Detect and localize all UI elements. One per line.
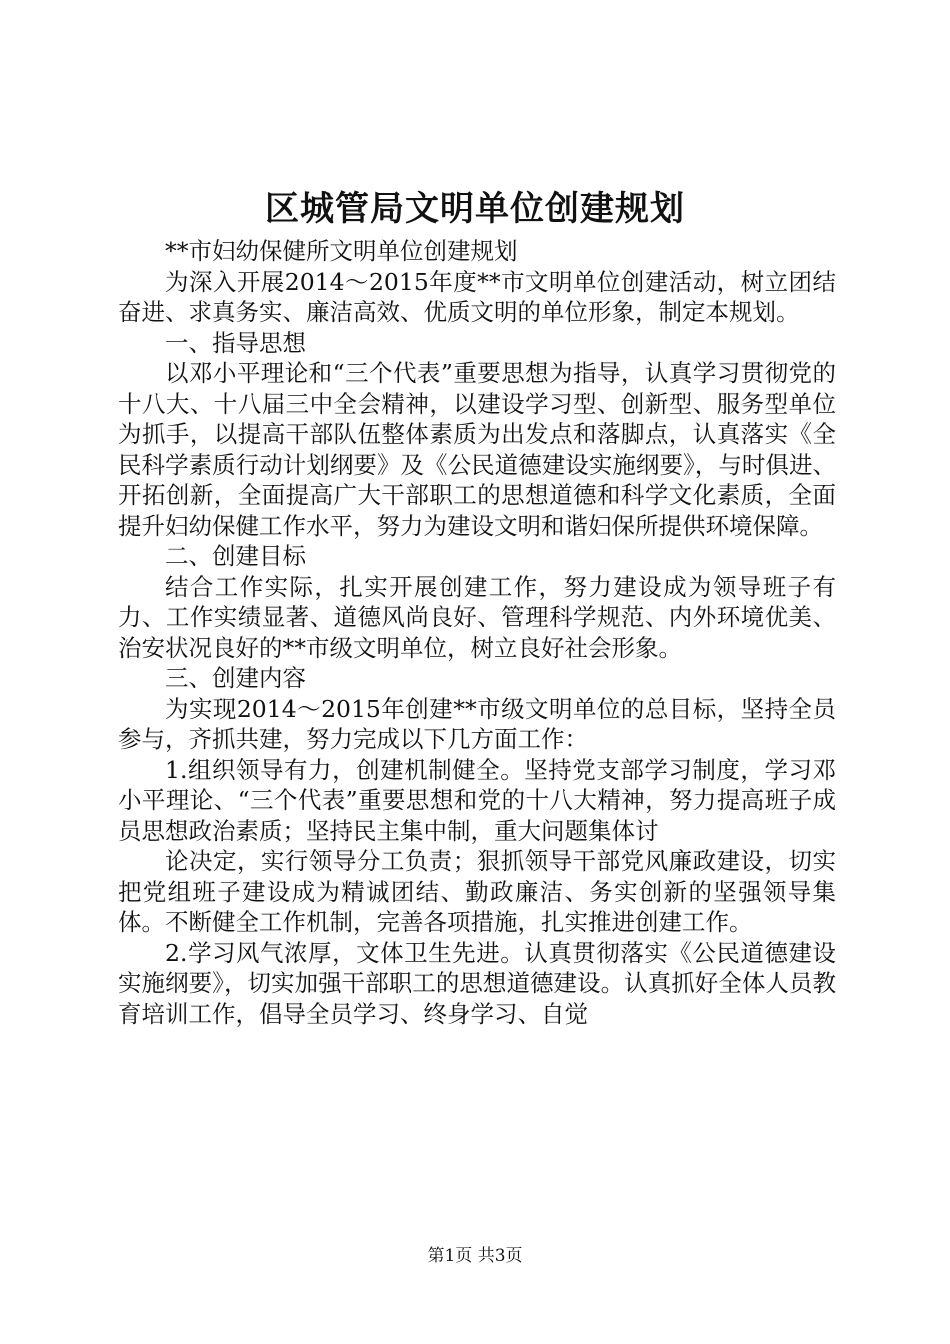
guiding-thought-paragraph: 以邓小平理论和“三个代表”重要思想为指导，认真学习贯彻党的十八大、十八届三中全会精神，以建设学习型、创新型、服务型单位为抓手，以提高干部队伍整体素质为出发点和落脚点，认真落实《全民科学素质行动计划纲要》及《公民道德建设实施纲要》，与时俱进、开拓创新，全面提高广大干部职工的思想道德和科学文化素质，全面提升妇幼保健工作水平，努力为建设文明和谐妇保所提供环境保障。 — [118, 359, 836, 540]
content-item-1-paragraph: 1.组织领导有力，创建机制健全。坚持党支部学习制度，学习邓小平理论、“三个代表”重要思想和党的十八大精神，努力提高班子成员思想政治素质；坚持民主集中制，重大问题集体讨 — [118, 755, 836, 845]
page-number-footer: 第1页 共3页 — [427, 1246, 523, 1266]
subtitle-paragraph: **市妇幼保健所文明单位创建规划 — [165, 237, 518, 265]
intro-paragraph: 为深入开展2014～2015年度**市文明单位创建活动，树立团结奋进、求真务实、廉洁高效、优质文明的单位形象，制定本规划。 — [118, 267, 836, 326]
section-heading-guiding-thought: 一、指导思想 — [165, 328, 306, 357]
content-item-1-continued-paragraph: 论决定，实行领导分工负责；狠抓领导干部党风廉政建设，切实把党组班子建设成为精诚团结、勤政廉洁、务实创新的坚强领导集体。不断健全工作机制，完善各项措施，扎实推进创建工作。 — [118, 847, 836, 936]
content-item-2-paragraph: 2.学习风气浓厚，文体卫生先进。认真贯彻落实《公民道德建设实施纲要》，切实加强干部职工的思想道德建设。认真抓好全体人员教育培训工作，倡导全员学习、终身学习、自觉 — [118, 938, 836, 1028]
document-body — [118, 236, 836, 1029]
content-intro-paragraph: 为实现2014～2015年创建**市级文明单位的总目标，坚持全员参与，齐抓共建，努力完成以下几方面工作： — [118, 694, 836, 753]
section-heading-content: 三、创建内容 — [165, 664, 306, 692]
section-heading-goals: 二、创建目标 — [165, 542, 306, 570]
goals-paragraph: 结合工作实际，扎实开展创建工作，努力建设成为领导班子有力、工作实绩显著、道德风尚良好、管理科学规范、内外环境优美、治安状况良好的**市级文明单位，树立良好社会形象。 — [118, 572, 836, 662]
document-title: 区城管局文明单位创建规划 — [265, 189, 685, 229]
